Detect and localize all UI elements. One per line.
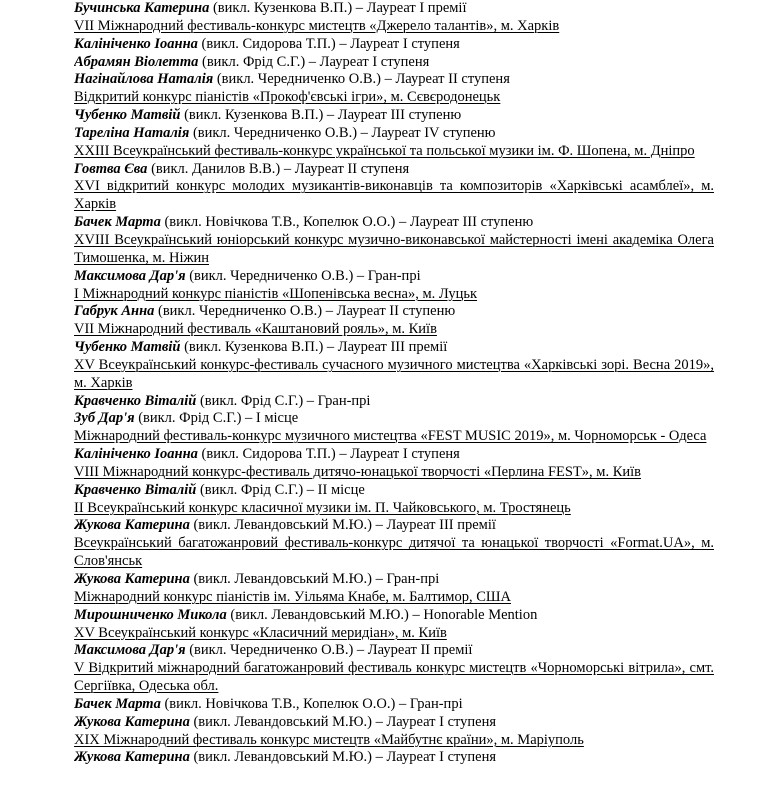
award-details: (викл. Кузенкова В.П.) – Лауреат ІІІ премії xyxy=(180,339,448,356)
student-name: Тареліна Наталія xyxy=(74,124,190,141)
competition-heading: XIX Міжнародний фестиваль конкурс мистецтв «Майбутнє країни», м. Маріуполь xyxy=(74,731,584,748)
award-details: (викл. Левандовський М.Ю.) – Лауреат І ступеня xyxy=(189,749,497,766)
award-details: (викл. Левандовський М.Ю.) – Лауреат ІІІ премії xyxy=(189,517,496,534)
award-line xyxy=(74,0,714,18)
award-details: (викл. Чередниченко О.В.) – Лауреат ІІ ступеня xyxy=(213,71,510,88)
competition-heading: V Відкритий міжнародний багатожанровий фестиваль конкурс мистецтв «Чорноморські вітрила», смт. Сергіївка, Одеська обл. xyxy=(74,660,714,695)
student-name: Кравченко Віталій xyxy=(74,392,197,409)
student-name: Максимова Дар'я xyxy=(74,642,186,659)
student-name: Максимова Дар'я xyxy=(74,267,186,284)
student-name: Абрамян Віолетта xyxy=(74,53,199,70)
award-line xyxy=(74,749,714,767)
student-name: Жукова Катерина xyxy=(74,749,190,766)
award-line xyxy=(74,696,714,714)
award-line xyxy=(74,571,714,589)
award-line xyxy=(74,125,714,143)
award-details: (викл. Левандовський М.Ю.) – Гран-прі xyxy=(189,571,440,587)
student-name: Говтва Єва xyxy=(74,160,148,177)
student-name: Жукова Катерина xyxy=(74,571,190,587)
competition-heading: XV Всеукраїнський конкурс-фестиваль сучасного музичного мистецтва «Харківські зорі. Весна 2019», м. Харків xyxy=(74,356,714,391)
award-line xyxy=(74,446,714,464)
award-details: (викл. Чередниченко О.В.) – Гран-прі xyxy=(185,267,421,284)
competition-heading: XXIII Всеукраїнський фестиваль-конкурс української та польської музики ім. Ф. Шопена, м. Дніпро xyxy=(74,142,695,159)
award-line xyxy=(74,607,714,625)
student-name: Чубенко Матвій xyxy=(74,339,181,356)
award-line xyxy=(74,410,714,428)
award-line xyxy=(74,714,714,732)
award-details: (викл. Данилов В.В.) – Лауреат ІІ ступеня xyxy=(147,160,410,177)
competition-heading: VII Міжнародний фестиваль-конкурс мистецтв «Джерело талантів», м. Харків xyxy=(74,17,560,34)
student-name: Чубенко Матвій xyxy=(74,107,181,124)
award-details: (викл. Левандовський М.Ю.) – Honorable Mention xyxy=(226,606,538,623)
award-line xyxy=(74,71,714,89)
award-line xyxy=(74,393,714,411)
student-name: Мирошниченко Микола xyxy=(74,606,227,623)
student-name: Калініченко Іоанна xyxy=(74,35,198,52)
award-details: (викл. Фрід С.Г.) – І місце xyxy=(134,410,299,427)
award-line xyxy=(74,107,714,125)
student-name: Кравченко Віталій xyxy=(74,481,197,498)
competition-heading: VII Міжнародний фестиваль «Каштановий рояль», м. Київ xyxy=(74,321,437,338)
student-name: Жукова Катерина xyxy=(74,713,190,730)
award-details: (викл. Кузенкова В.П.) – Лауреат І премії xyxy=(209,0,467,16)
award-details: (викл. Чередниченко О.В.) – Лауреат IV ступеню xyxy=(189,124,496,141)
award-line xyxy=(74,517,714,535)
competition-heading: VIII Міжнародний конкурс-фестиваль дитячо-юнацької творчості «Перлина FEST», м. Київ xyxy=(74,463,642,480)
award-details: (викл. Левандовський М.Ю.) – Лауреат І ступеня xyxy=(189,713,497,730)
award-line xyxy=(74,339,714,357)
award-details: (викл. Фрід С.Г.) – ІІ місце xyxy=(196,481,365,498)
competition-heading: Міжнародний конкурс піаністів ім. Уільяма Кнабе, м. Балтимор, США xyxy=(74,588,511,605)
award-line xyxy=(74,54,714,72)
competition-heading: XV Всеукраїнський конкурс «Класичний меридіан», м. Київ xyxy=(74,624,447,641)
student-name: Зуб Дар'я xyxy=(74,410,135,427)
award-details: (викл. Фрід С.Г.) – Гран-прі xyxy=(196,392,371,409)
award-details: (викл. Чередниченко О.В.) – Лауреат ІІ ступеню xyxy=(154,303,456,320)
competition-heading: XVI відкритий конкурс молодих музикантів-виконавців та композиторів «Харківські асамблеї», м. Харків xyxy=(74,178,714,213)
competition-heading: ІІ Всеукраїнський конкурс класичної музики ім. П. Чайковського, м. Тростянець xyxy=(74,499,571,516)
award-line xyxy=(74,161,714,179)
student-name: Нагінайлова Наталія xyxy=(74,71,214,88)
award-line xyxy=(74,303,714,321)
award-details: (викл. Кузенкова В.П.) – Лауреат ІІІ ступеню xyxy=(180,107,462,124)
student-name: Бачек Марта xyxy=(74,214,161,231)
award-details: (викл. Новічкова Т.В., Копелюк О.О.) – Лауреат ІІІ ступеню xyxy=(160,214,534,231)
awards-document xyxy=(74,0,714,767)
award-details: (викл. Чередниченко О.В.) – Лауреат ІІ премії xyxy=(185,642,473,659)
student-name: Бачек Марта xyxy=(74,695,161,712)
award-details: (викл. Новічкова Т.В., Копелюк О.О.) – Гран-прі xyxy=(160,695,463,712)
student-name: Калініченко Іоанна xyxy=(74,446,198,463)
student-name: Жукова Катерина xyxy=(74,517,190,534)
award-details: (викл. Сидорова Т.П.) – Лауреат І ступеня xyxy=(197,35,460,52)
competition-heading: Відкритий конкурс піаністів «Прокоф'євські ігри», м. Сєвєродонецьк xyxy=(74,89,501,106)
competition-heading: Міжнародний фестиваль-конкурс музичного мистецтва «FEST MUSIC 2019», м. Чорноморськ - Одеса xyxy=(74,428,707,445)
award-details: (викл. Сидорова Т.П.) – Лауреат І ступеня xyxy=(197,446,460,463)
student-name: Габрук Анна xyxy=(74,303,155,320)
award-line xyxy=(74,214,714,232)
award-line xyxy=(74,36,714,54)
student-name: Бучинська Катерина xyxy=(74,0,210,16)
award-line xyxy=(74,482,714,500)
award-line xyxy=(74,642,714,660)
award-details: (викл. Фрід С.Г.) – Лауреат І ступеня xyxy=(198,53,430,70)
competition-heading: XVIII Всеукраїнський юніорський конкурс музично-виконавської майстерності імені академіка Олега Тимошенка, м. Ніжин xyxy=(74,231,714,266)
competition-heading: І Міжнародний конкурс піаністів «Шопенівська весна», м. Луцьк xyxy=(74,285,478,302)
competition-heading: Всеукраїнський багатожанровий фестиваль-конкурс дитячої та юнацької творчості «Format.UA», м. Слов'янськ xyxy=(74,535,714,570)
award-line xyxy=(74,268,714,286)
